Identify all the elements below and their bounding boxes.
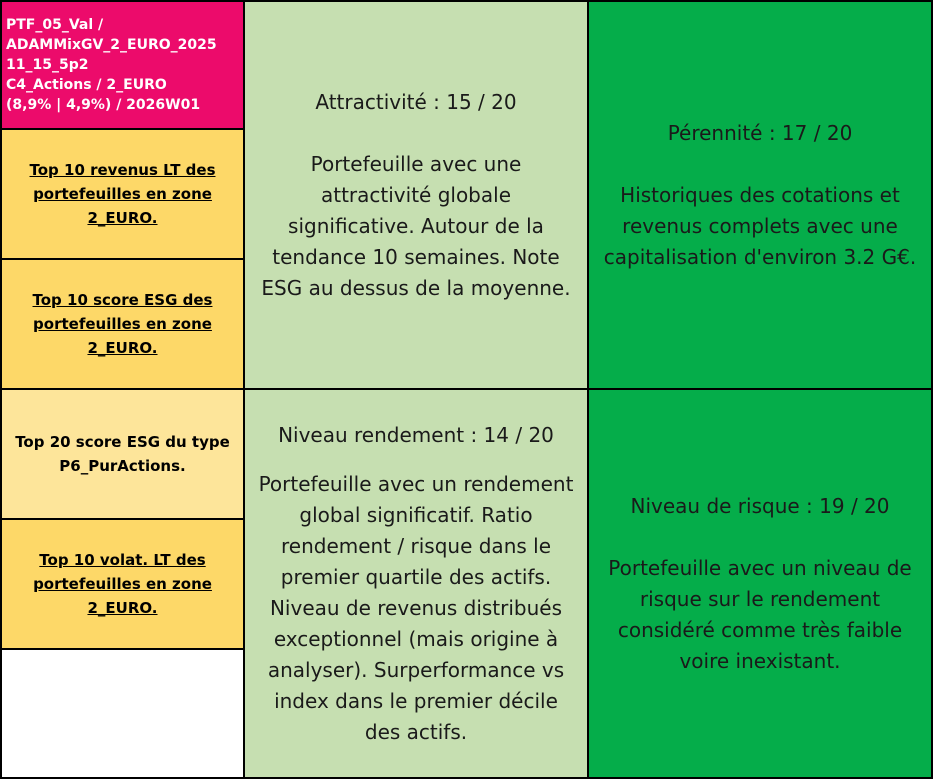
desc-line: tendance 10 semaines. Note bbox=[272, 244, 560, 269]
link-line: Top 10 volat. LT des bbox=[39, 551, 206, 569]
link-line: Top 10 score ESG des bbox=[32, 291, 213, 309]
desc-line: revenus complets avec une bbox=[622, 213, 898, 238]
desc-line: global significatif. Ratio bbox=[299, 502, 533, 527]
risque-score-cell bbox=[587, 388, 933, 779]
desc-line: analyser). Surperformance vs bbox=[267, 657, 565, 682]
portfolio-header-line: 11_15_5p2 bbox=[6, 57, 89, 73]
desc-line: risque sur le rendement bbox=[639, 586, 881, 611]
risque-title: Niveau de risque : 19 / 20 bbox=[630, 493, 890, 518]
desc-line: significative. Autour de la bbox=[288, 213, 544, 238]
desc-line: voire inexistant. bbox=[679, 648, 841, 673]
rendement-score-cell bbox=[243, 388, 589, 779]
attractivite-score-cell bbox=[243, 0, 589, 390]
desc-line: rendement / risque dans le bbox=[280, 533, 552, 558]
top10-volat-link[interactable] bbox=[33, 548, 212, 620]
desc-line: Portefeuille avec une bbox=[310, 151, 522, 176]
rendement-title: Niveau rendement : 14 / 20 bbox=[278, 422, 554, 447]
nav-top10-revenus-cell bbox=[0, 128, 245, 260]
perennite-title: Pérennité : 17 / 20 bbox=[667, 120, 853, 145]
rendement-description bbox=[259, 469, 574, 748]
nav-top10-esg-cell bbox=[0, 258, 245, 390]
link-line: 2_EURO. bbox=[87, 209, 158, 227]
top10-esg-link[interactable] bbox=[33, 288, 213, 360]
desc-line: Portefeuille avec un niveau de bbox=[608, 555, 912, 580]
nav-top10-volat-cell bbox=[0, 518, 245, 650]
portfolio-header-line: PTF_05_Val / bbox=[6, 17, 104, 33]
desc-line: attractivité globale bbox=[320, 182, 511, 207]
portfolio-header-line: C4_Actions / 2_EURO bbox=[6, 77, 167, 93]
link-line: 2_EURO. bbox=[87, 339, 158, 357]
desc-line: index dans le premier décile bbox=[274, 688, 558, 713]
portfolio-header-line: (8,9% | 4,9%) / 2026W01 bbox=[6, 97, 201, 113]
portfolio-header-line: ADAMMixGV_2_EURO_2025 bbox=[6, 37, 217, 53]
top20-esg-type-line: Top 20 score ESG du type bbox=[15, 433, 230, 451]
link-line: portefeuilles en zone bbox=[33, 315, 212, 333]
top10-revenus-link[interactable] bbox=[30, 158, 216, 230]
desc-line: Historiques des cotations et bbox=[620, 182, 900, 207]
link-line: Top 10 revenus LT des bbox=[29, 161, 216, 179]
perennite-description bbox=[604, 180, 916, 273]
attractivite-description bbox=[261, 149, 570, 304]
risque-description bbox=[608, 553, 911, 677]
desc-line: des actifs. bbox=[364, 719, 468, 744]
desc-line: Niveau de revenus distribués bbox=[269, 595, 563, 620]
empty-cell bbox=[0, 648, 245, 779]
desc-line: considéré comme très faible bbox=[617, 617, 903, 642]
nav-top20-esg-type-cell bbox=[0, 388, 245, 520]
perennite-score-cell bbox=[587, 0, 933, 390]
link-line: portefeuilles en zone bbox=[33, 575, 212, 593]
desc-line: premier quartile des actifs. bbox=[280, 564, 552, 589]
link-line: 2_EURO. bbox=[87, 599, 158, 617]
desc-line: capitalisation d'environ 3.2 G€. bbox=[603, 244, 917, 269]
desc-line: ESG au dessus de la moyenne. bbox=[261, 275, 571, 300]
top20-esg-type-line: P6_PurActions. bbox=[59, 457, 186, 475]
attractivite-title: Attractivité : 15 / 20 bbox=[315, 89, 517, 114]
link-line: portefeuilles en zone bbox=[33, 185, 212, 203]
desc-line: exceptionnel (mais origine à bbox=[273, 626, 559, 651]
desc-line: Portefeuille avec un rendement bbox=[258, 471, 574, 496]
portfolio-header bbox=[0, 0, 245, 130]
